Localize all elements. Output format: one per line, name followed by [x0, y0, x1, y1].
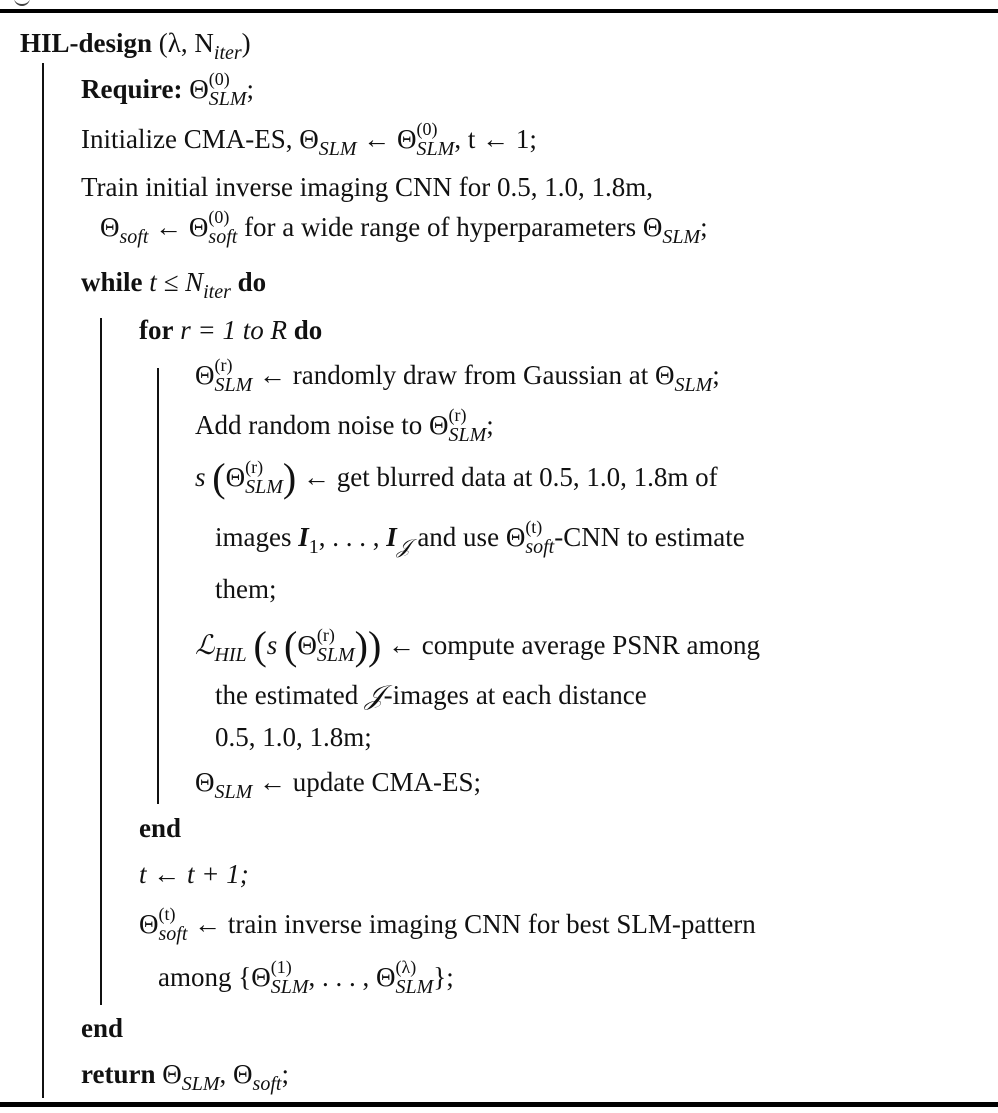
images-line: images $I_1$, . . . , $I_𝒥$ and use Θ (t) soft -CNN to estimate	[215, 517, 745, 559]
them-line: them;	[215, 574, 277, 604]
distances-line: 0.5, 1.0, 1.8m;	[215, 722, 372, 752]
among-line: among {Θ (1) SLM , . . . , Θ (λ) SLM };	[158, 957, 454, 999]
algorithm-header: HIL-design (λ, $N_{iter}$)	[20, 28, 251, 64]
train-initial-line-2: $\Theta_{soft}$ ← Θ (0) soft for a wide range of hyperparameters $\Theta_{SLM}$;	[100, 207, 708, 249]
block-line-for	[157, 368, 159, 804]
for-line: for r = 1 to R do	[139, 315, 323, 345]
require-line: Require: Θ (0) SLM ;	[81, 69, 255, 111]
train-initial-line: Train initial inverse imaging CNN for 0.5, 1.0, 1.8m,	[81, 172, 653, 202]
while-line: while $t \le N_{iter}$ do	[81, 267, 267, 303]
return-line: return $\Theta_{SLM}$, $\Theta_{soft}$;	[81, 1059, 289, 1095]
return-keyword: return	[81, 1059, 156, 1089]
end-for-line: end	[139, 813, 182, 843]
block-line-while	[100, 318, 102, 1005]
while-keyword: while	[81, 267, 143, 297]
train-best-line: Θ (t) soft ← train inverse imaging CNN for best SLM-pattern	[139, 904, 756, 946]
caption-fragment	[14, 0, 30, 6]
end-while-line: end	[81, 1013, 124, 1043]
params: (λ, N	[158, 28, 214, 58]
top-rule	[0, 9, 998, 13]
algorithm-name: HIL-design	[20, 28, 153, 58]
bottom-rule	[0, 1102, 998, 1107]
increment-line: t ← t + 1;	[139, 859, 249, 889]
estimated-line: the estimated 𝒥-images at each distance	[215, 680, 647, 711]
for-keyword: for	[139, 315, 174, 345]
update-line: $\Theta_{SLM}$ ← update CMA-ES;	[195, 767, 482, 803]
block-line-function	[42, 63, 44, 1098]
require-keyword: Require:	[81, 74, 183, 104]
loss-line: ℒ$_{HIL}$ (s (Θ (r) SLM )) ← compute average PSNR among	[195, 623, 760, 668]
blur-line: s (Θ (r) SLM ) ← get blurred data at 0.5, 1.0, 1.8m of	[195, 455, 718, 500]
initialize-line: Initialize CMA-ES, $\Theta_{SLM}$ ← Θ (0) SLM , t ← 1;	[81, 119, 537, 161]
noise-line: Add random noise to Θ (r) SLM ;	[195, 405, 494, 447]
draw-line: Θ (r) SLM ← randomly draw from Gaussian at $\Theta_{SLM}$;	[195, 355, 720, 397]
